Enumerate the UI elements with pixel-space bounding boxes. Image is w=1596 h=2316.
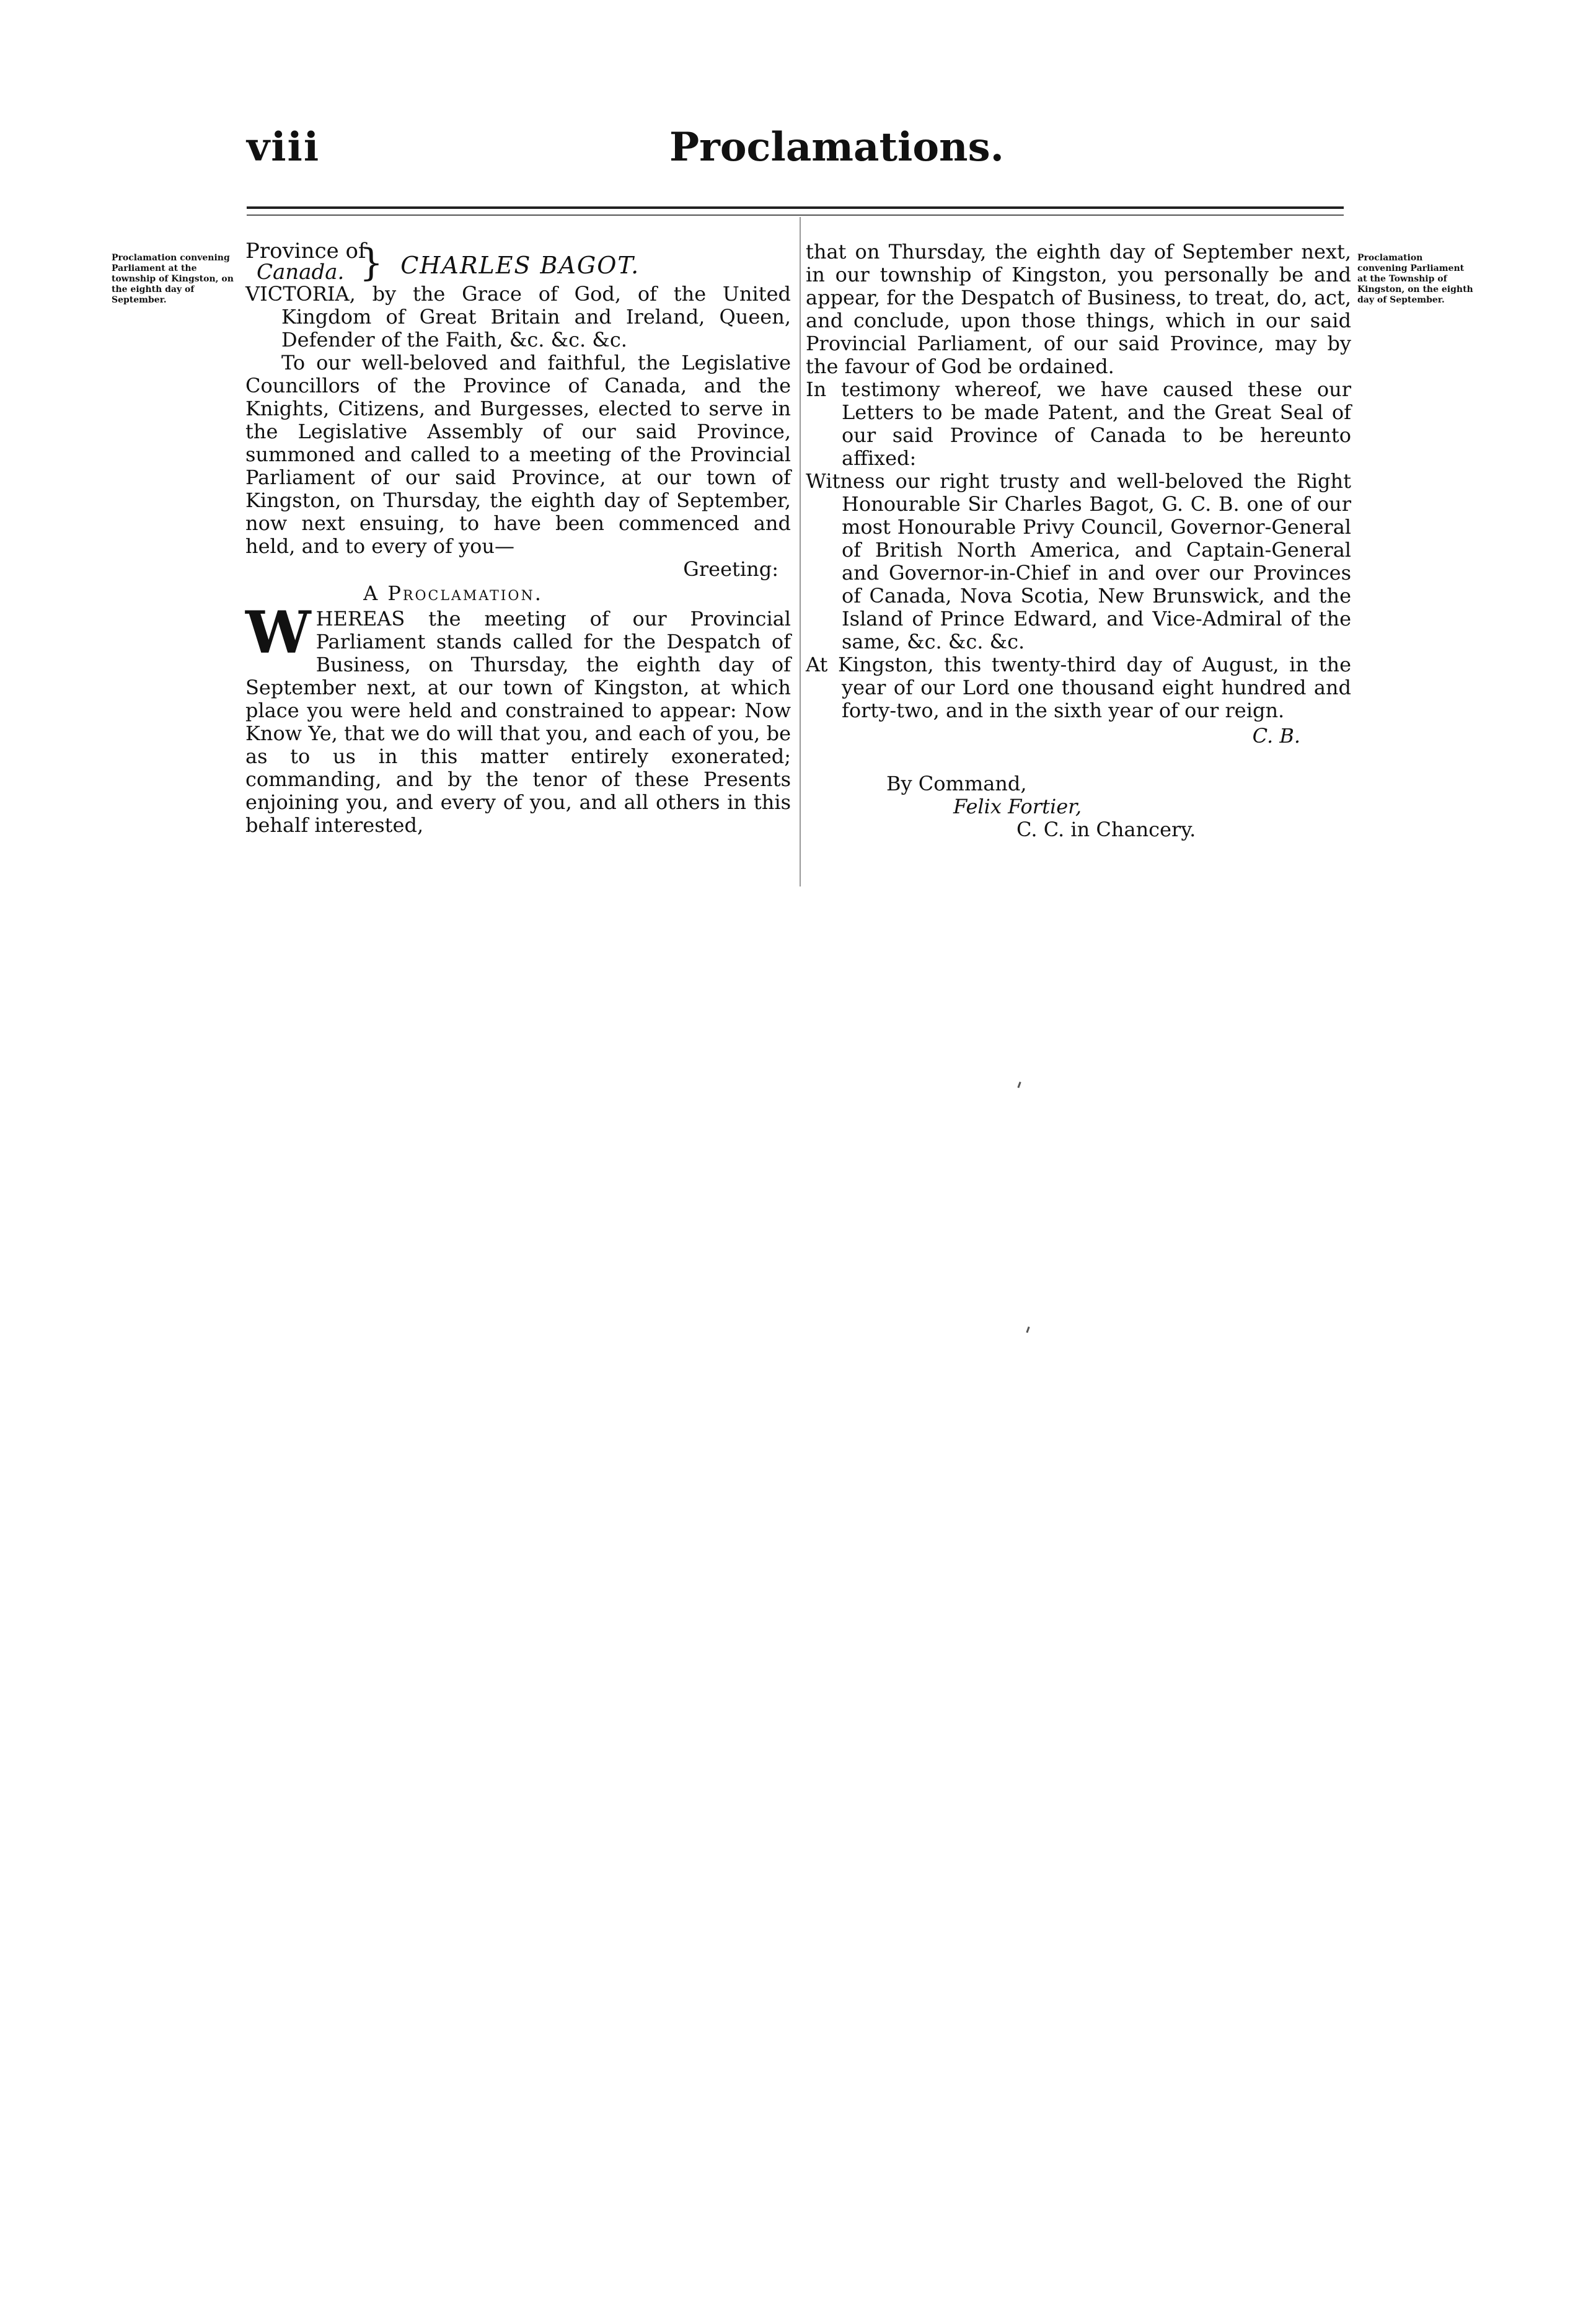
kingston-paragraph: At Kingston, this twenty-third day of August, in the year of our Lord one thousand eight hundred and forty-two, and in the sixth year of our reign. bbox=[806, 653, 1351, 722]
column-divider bbox=[800, 217, 801, 886]
greeting: Greeting: bbox=[683, 557, 778, 581]
initials: C. B. bbox=[1252, 724, 1300, 748]
testimony-paragraph: In testimony whereof, we have caused these our Letters to be made Patent, and the Great Seal of our said Province of Canada to be hereunto affixed: bbox=[806, 378, 1351, 470]
signer-name: Felix Fortier, bbox=[953, 795, 1082, 818]
governor-name: CHARLES BAGOT. bbox=[400, 252, 640, 279]
province-name: Canada. bbox=[257, 260, 345, 285]
province-block bbox=[245, 241, 369, 283]
right-margin-note: Proclamation convening Parliament at the Township of Kingston, on the eighth day of September. bbox=[1357, 253, 1473, 305]
scan-speck bbox=[1026, 1327, 1029, 1333]
header-rule bbox=[247, 206, 1344, 209]
page-number: viii bbox=[247, 124, 320, 170]
right-column bbox=[806, 241, 1351, 841]
scan-speck bbox=[1017, 1082, 1021, 1088]
witness-paragraph: Witness our right trusty and well-beloved the Right Honourable Sir Charles Bagot, G. C. B. one of our most Honourable Privy Council, Governor-General of British North America, and Captain-General and Governor-in-Chief in and over our Provinces of Canada, Nova Scotia, New Brunswick, and the Island of Prince Edward, and Vice-Admiral of the same, &c. &c. &c. bbox=[806, 469, 1351, 653]
left-margin-note: Proclamation convening Parliament at the township of Kingston, on the eighth day of September. bbox=[112, 253, 234, 305]
page-title: Proclamations. bbox=[669, 124, 1004, 170]
province-label: Province of bbox=[245, 239, 366, 263]
proclamation-header bbox=[245, 241, 791, 283]
continuation-paragraph: that on Thursday, the eighth day of September next, in our township of Kingston, you personally be and appear, for the Despatch of Business, to treat, do, act, and conclude, upon those things, which in our said Provincial Parliament, of our said Province, may by the favour of God be ordained. bbox=[806, 240, 1351, 378]
by-command: By Command, bbox=[886, 772, 1027, 795]
drop-cap: W bbox=[245, 599, 311, 667]
header-rule-thin bbox=[247, 214, 1344, 216]
whereas-text: HEREAS the meeting of our Provincial Parliament stands called for the Despatch of Business, on Thursday, the eighth day of September next, at our town of Kingston, at which place you were held and constrained to appear: Now Know Ye, that we do will that you, and each of you, be as to us in this matter entirely exonerated; commanding, and by the tenor of these Presents enjoining you, and every of you, and all others in this behalf interested, bbox=[245, 607, 791, 837]
proclamation-heading: A Proclamation. bbox=[363, 581, 543, 605]
brace-glyph: } bbox=[359, 241, 384, 285]
left-column bbox=[245, 241, 791, 837]
signer-office: C. C. in Chancery. bbox=[1016, 818, 1196, 841]
whereas-paragraph bbox=[245, 599, 791, 837]
address-paragraph: To our well-beloved and faithful, the Legislative Councillors of the Province of Canada, and the Knights, Citizens, and Burgesses, elected to serve in the Legislative Assembly of our said Province, summoned and called to a meeting of the Provincial Parliament of our said Province, at our town of Kingston, on Thursday, the eighth day of September, now next ensuing, to have been commenced and held, and to every of you— bbox=[245, 351, 791, 558]
victoria-paragraph: VICTORIA, by the Grace of God, of the United Kingdom of Great Britain and Ireland, Queen, Defender of the Faith, &c. &c. &c. bbox=[245, 282, 791, 351]
